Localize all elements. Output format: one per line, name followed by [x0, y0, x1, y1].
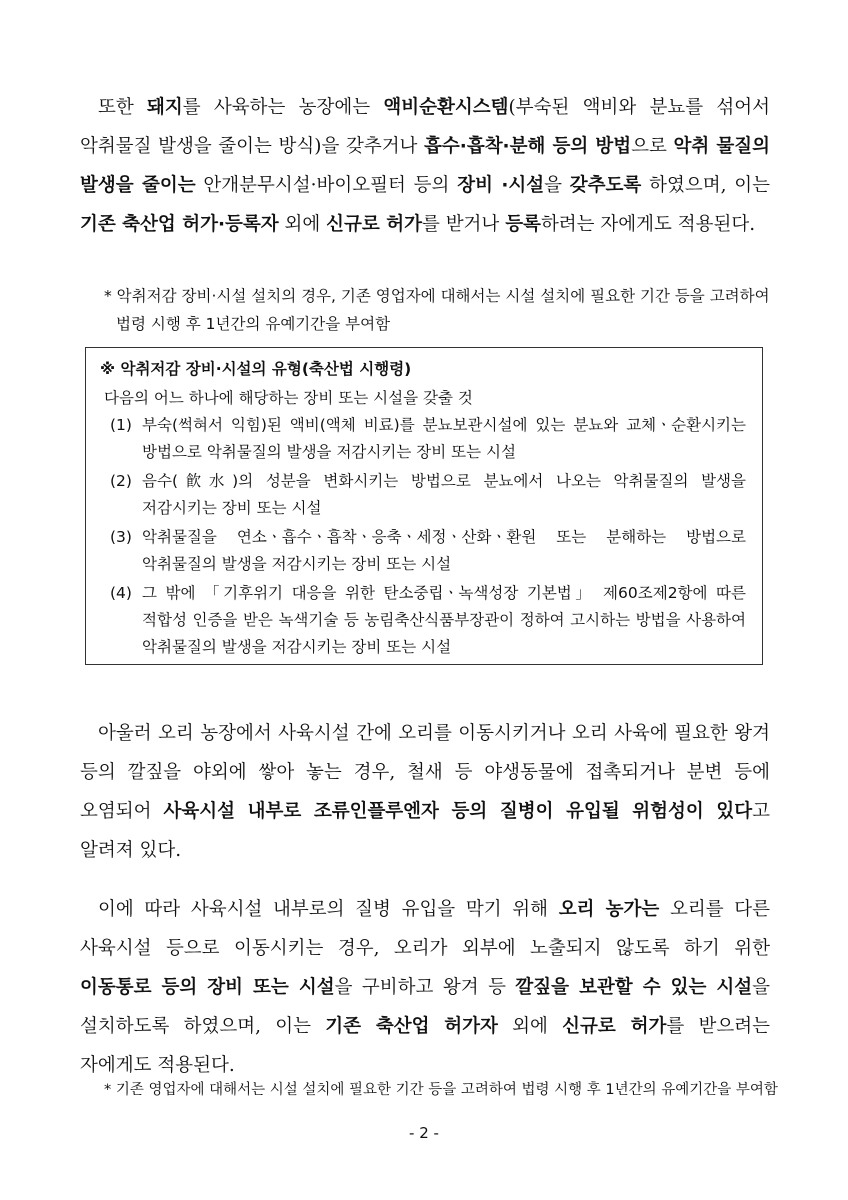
text-run: 를 받거나 — [421, 214, 506, 235]
bold-run: 기존 축산업 허가자 — [325, 1016, 498, 1037]
text-run: 외에 — [278, 214, 327, 235]
bold-run: 기존 축산업 허가·등록자 — [80, 214, 279, 235]
box-list-item — [110, 412, 746, 466]
bold-run: 등록 — [505, 214, 541, 235]
box-list-item — [110, 468, 746, 522]
item-number: (2) — [110, 472, 132, 490]
paragraph-pig-farm-odor — [80, 88, 770, 244]
text-run: 를 받으려는 자에게도 적용된다. — [80, 1016, 770, 1076]
footnote-grace-period-odor: * 악취저감 장비·시설 설치의 경우, 기존 영업자에 대해서는 시설 설치에 필요한 기간 등을 고려하여 법령 시행 후 1년간의 유예기간을 부여함 — [104, 287, 770, 333]
text-run: 하였으며, 이는 — [641, 175, 770, 196]
text-run: 이에 따라 사육시설 내부로의 질병 유입을 막기 위해 — [98, 899, 559, 920]
box-list-item — [110, 580, 746, 661]
bold-run: 장비 ·시설 — [457, 175, 545, 196]
bold-run: 이동통로 등의 장비 또는 시설 — [80, 977, 335, 998]
box-intro: 다음의 어느 하나에 해당하는 장비 또는 시설을 갖출 것 — [104, 389, 473, 407]
text-run: 외에 — [497, 1016, 563, 1037]
bold-run: 신규로 허가 — [562, 1016, 667, 1037]
item-text: 부숙(썩혀서 익힘)된 액비(액체 비료)를 분뇨보관시설에 있는 분뇨와 교체ㆍ순환시키는 방법으로 악취물질의 발생을 저감시키는 장비 또는 시설 — [142, 416, 746, 461]
text-run: 을 — [544, 175, 570, 196]
page-number: - 2 - — [409, 1124, 439, 1142]
text-run: 을 설치하도록 하였으며, 이는 — [80, 977, 770, 1037]
odor-facility-types-box — [85, 347, 763, 665]
box-title: ※ 악취저감 장비·시설의 유형(축산법 시행령) — [100, 360, 412, 378]
item-text: 음수(飮水)의 성분을 변화시키는 방법으로 분뇨에서 나오는 악취물질의 발생을 저감시키는 장비 또는 시설 — [142, 472, 746, 517]
item-number: (1) — [110, 416, 132, 434]
text-run: 으로 — [631, 136, 674, 157]
box-list-item — [110, 524, 746, 578]
bold-run: 깔짚을 보관할 수 있는 시설 — [515, 977, 753, 998]
bold-run: 사육시설 내부로 조류인플루엔자 등의 질병이 유입될 위험성이 있다 — [163, 801, 753, 822]
bold-run: 흡수·흡착·분해 등의 방법 — [424, 136, 632, 157]
bold-run: 신규로 허가 — [326, 214, 422, 235]
item-number: (4) — [110, 584, 132, 602]
text-run: 또한 — [98, 97, 148, 118]
text-run: (부숙된 액비와 분뇨를 섞어서 악취물질 발생을 줄이는 방식)을 갖추거나 — [80, 97, 771, 157]
bold-run: 오리 농가는 — [558, 899, 660, 920]
bold-run: 돼지 — [147, 97, 183, 118]
bold-run: 액비순환시스템 — [383, 97, 509, 118]
footnote-grace-period-duck: * 기존 영업자에 대해서는 시설 설치에 필요한 기간 등을 고려하여 법령 시행 후 1년간의 유예기간을 부여함 — [104, 1082, 778, 1098]
text-run: 아울러 오리 농장에서 사육시설 간에 오리를 이동시키거나 오리 사육에 필요한 왕겨 등의 깔짚을 야외에 쌓아 놓는 경우, 철새 등 야생동물에 접촉되거나 분변 등에 오염되어 — [80, 723, 770, 822]
item-number: (3) — [110, 528, 132, 546]
item-text: 악취물질을 연소ㆍ흡수ㆍ흡착ㆍ응축ㆍ세정ㆍ산화ㆍ환원 또는 분해하는 방법으로 악취물질의 발생을 저감시키는 장비 또는 시설 — [142, 528, 746, 573]
bold-run: 갖추도록 — [569, 175, 642, 196]
item-text: 그 밖에 「기후위기 대응을 위한 탄소중립ㆍ녹색성장 기본법」 제60조제2항에 따른 적합성 인증을 받은 녹색기술 등 농림축산식품부장관이 정하여 고시하는 방법을 사용하여 악취물질의 발생을 저감시키는 장비 또는 시설 — [142, 584, 746, 656]
text-run: 하려는 자에게도 적용된다. — [540, 214, 756, 235]
text-run: 를 사육하는 농장에는 — [182, 97, 384, 118]
bold-run: 악취 물질의 발생을 줄이는 — [80, 136, 771, 196]
paragraph-duck-farm-measures — [80, 890, 770, 1085]
paragraph-duck-farm-risk — [80, 714, 770, 870]
text-run: 을 구비하고 왕겨 등 — [334, 977, 516, 998]
text-run: 오리를 다른 사육시설 등으로 이동시키는 경우, 오리가 외부에 노출되지 않도록 하기 위한 — [80, 899, 771, 959]
text-run: 안개분무시설·바이오필터 등의 — [195, 175, 458, 196]
text-run: 고 알려져 있다. — [80, 801, 770, 861]
